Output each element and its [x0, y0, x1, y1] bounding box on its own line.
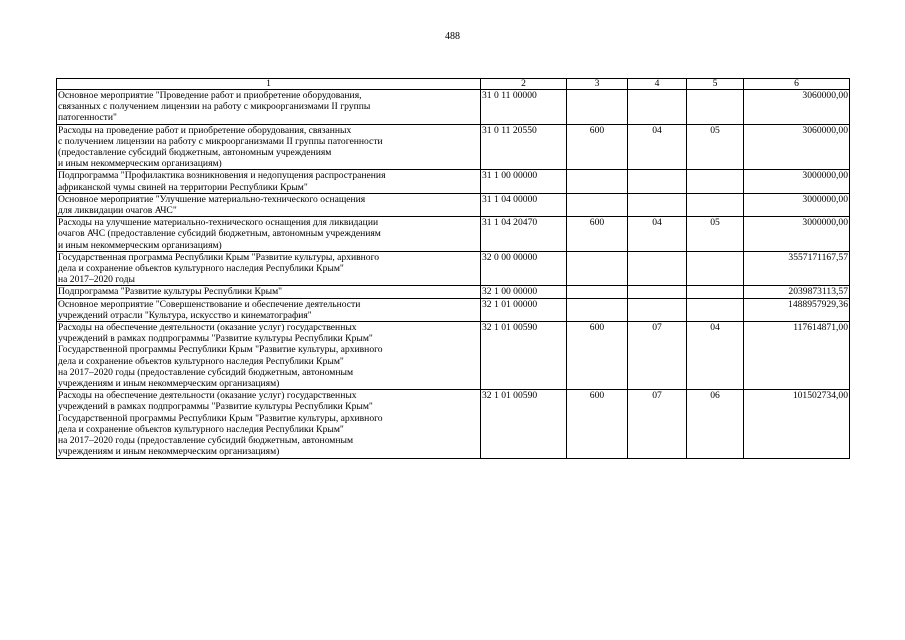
- row-description: Основное мероприятие "Совершенствование и обеспечение деятельности учреждений отрасли "Культура, искусство и кинематография": [57, 298, 481, 321]
- column-header: 2: [481, 79, 567, 90]
- row-expense-type: [567, 193, 628, 216]
- row-section: 07: [628, 322, 687, 390]
- row-subsection: [687, 251, 744, 286]
- row-section: [628, 251, 687, 286]
- table-row: [57, 298, 850, 321]
- table-row: [57, 390, 850, 458]
- row-code: 32 1 01 00590: [481, 322, 567, 390]
- row-subsection: [687, 170, 744, 193]
- table-row: [57, 251, 850, 286]
- row-code: 32 1 01 00590: [481, 390, 567, 458]
- row-code: 32 1 00 00000: [481, 286, 567, 298]
- table-row: [57, 90, 850, 125]
- row-section: [628, 193, 687, 216]
- row-subsection: [687, 193, 744, 216]
- row-section: [628, 286, 687, 298]
- row-amount: 3557171167,57: [744, 251, 850, 286]
- budget-table: [56, 78, 850, 459]
- page-number: 488: [445, 31, 460, 42]
- row-code: 32 0 00 00000: [481, 251, 567, 286]
- row-amount: 3000000,00: [744, 193, 850, 216]
- row-amount: 3060000,00: [744, 90, 850, 125]
- row-description: Основное мероприятие "Улучшение материально-технического оснащения для ликвидации очагов АЧС": [57, 193, 481, 216]
- row-code: 31 0 11 20550: [481, 124, 567, 170]
- table-row: [57, 193, 850, 216]
- header-row: [57, 79, 850, 90]
- row-expense-type: [567, 251, 628, 286]
- row-description: Расходы на улучшение материально-технического оснащения для ликвидации очагов АЧС (предоставление субсидий бюджетным, автономным учреждениям и иным некоммерческим организациям): [57, 217, 481, 252]
- row-description: Расходы на проведение работ и приобретение оборудования, связанных с получением лицензии на работу с микроорганизмами II группы патогенности (предоставление субсидий бюджетным, автономным учреждениям и иным некоммерческим организациям): [57, 124, 481, 170]
- row-description: Государственная программа Республики Крым "Развитие культуры, архивного дела и сохранение объектов культурного наследия Республики Крым" на 2017–2020 годы: [57, 251, 481, 286]
- table-row: [57, 124, 850, 170]
- row-section: [628, 298, 687, 321]
- row-expense-type: [567, 170, 628, 193]
- row-section: 04: [628, 124, 687, 170]
- row-subsection: [687, 90, 744, 125]
- row-section: 07: [628, 390, 687, 458]
- table-row: [57, 170, 850, 193]
- row-amount: 3000000,00: [744, 170, 850, 193]
- row-expense-type: 600: [567, 322, 628, 390]
- row-subsection: 06: [687, 390, 744, 458]
- table-row: [57, 286, 850, 298]
- row-code: 31 1 04 00000: [481, 193, 567, 216]
- row-amount: 1488957929,36: [744, 298, 850, 321]
- row-code: 32 1 01 00000: [481, 298, 567, 321]
- row-section: 04: [628, 217, 687, 252]
- row-code: 31 1 00 00000: [481, 170, 567, 193]
- column-header: 5: [687, 79, 744, 90]
- row-subsection: [687, 286, 744, 298]
- column-header: 1: [57, 79, 481, 90]
- row-subsection: 05: [687, 124, 744, 170]
- row-description: Подпрограмма "Развитие культуры Республики Крым": [57, 286, 481, 298]
- row-amount: 3060000,00: [744, 124, 850, 170]
- row-description: Подпрограмма "Профилактика возникновения и недопущения распространения африканской чумы свиней на территории Республики Крым": [57, 170, 481, 193]
- row-expense-type: 600: [567, 217, 628, 252]
- column-header: 6: [744, 79, 850, 90]
- row-description: Расходы на обеспечение деятельности (оказание услуг) государственных учреждений в рамках подпрограммы "Развитие культуры Республики Крым" Государственной программы Республики Крым "Развитие культуры, архивного дела и сохранение объектов культурного наследия Республики Крым" на 2017–2020 годы (предоставление субсидий бюджетным, автономным учреждениям и иным некоммерческим организациям): [57, 322, 481, 390]
- row-subsection: 04: [687, 322, 744, 390]
- row-subsection: [687, 298, 744, 321]
- row-expense-type: [567, 90, 628, 125]
- row-section: [628, 170, 687, 193]
- row-expense-type: [567, 298, 628, 321]
- table-row: [57, 322, 850, 390]
- row-code: 31 1 04 20470: [481, 217, 567, 252]
- column-header: 4: [628, 79, 687, 90]
- row-amount: 2039873113,57: [744, 286, 850, 298]
- row-description: Основное мероприятие "Проведение работ и приобретение оборудования, связанных с получением лицензии на работу с микроорганизмами II группы патогенности": [57, 90, 481, 125]
- row-code: 31 0 11 00000: [481, 90, 567, 125]
- row-expense-type: 600: [567, 124, 628, 170]
- row-subsection: 05: [687, 217, 744, 252]
- row-expense-type: [567, 286, 628, 298]
- column-header: 3: [567, 79, 628, 90]
- row-amount: 101502734,00: [744, 390, 850, 458]
- row-description: Расходы на обеспечение деятельности (оказание услуг) государственных учреждений в рамках подпрограммы "Развитие культуры Республики Крым" Государственной программы Республики Крым "Развитие культуры, архивного дела и сохранение объектов культурного наследия Республики Крым" на 2017–2020 годы (предоставление субсидий бюджетным, автономным учреждениям и иным некоммерческим организациям): [57, 390, 481, 458]
- row-amount: 117614871,00: [744, 322, 850, 390]
- row-section: [628, 90, 687, 125]
- row-expense-type: 600: [567, 390, 628, 458]
- row-amount: 3000000,00: [744, 217, 850, 252]
- table-row: [57, 217, 850, 252]
